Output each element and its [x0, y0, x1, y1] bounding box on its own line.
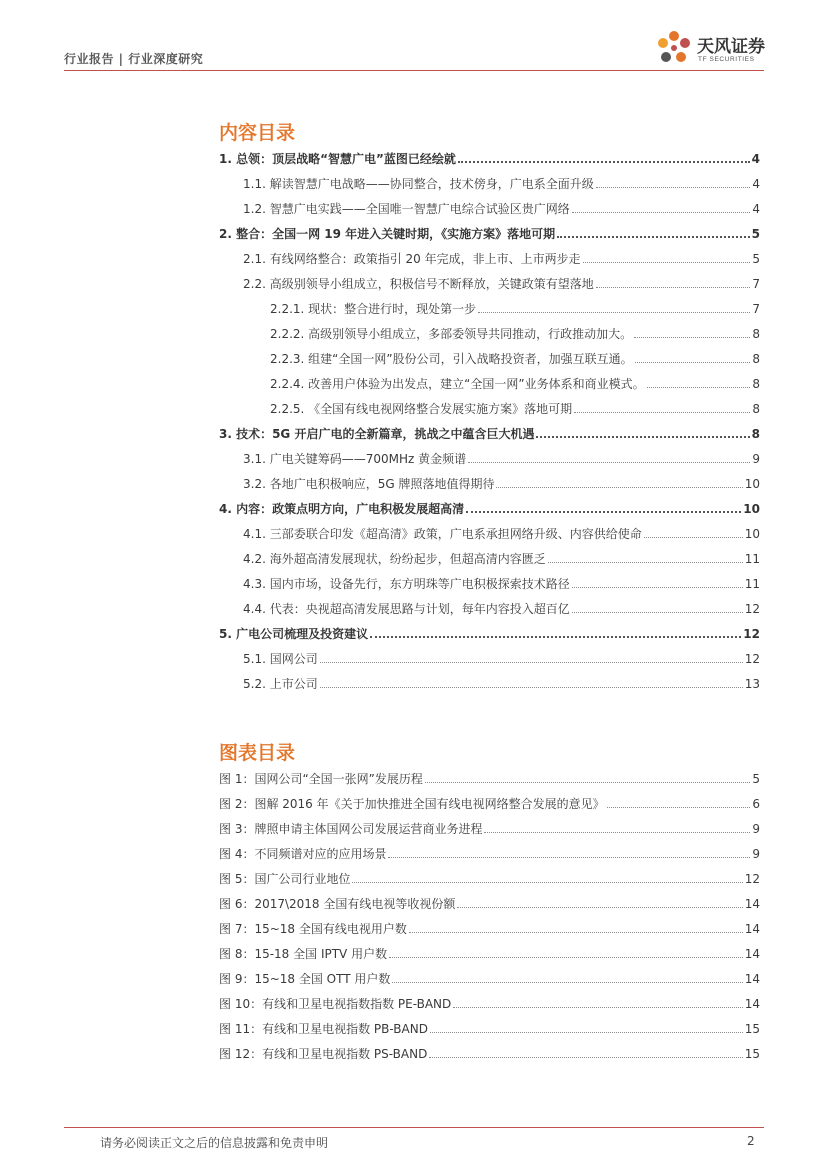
- toc-entry-page: 11: [744, 552, 760, 566]
- toc-entry-text: 2.2. 高级别领导小组成立，积极信号不断释放，关键政策有望落地: [243, 277, 594, 291]
- toc-entry[interactable]: [219, 621, 760, 641]
- dot-leader: [496, 487, 742, 488]
- dot-leader: [557, 236, 749, 238]
- toc-entry-text: 2.2.1. 现状：整合进行时，现处第一步: [270, 302, 477, 316]
- dot-leader: [453, 1007, 742, 1008]
- dot-leader: [607, 807, 750, 808]
- toc-entry[interactable]: [219, 596, 760, 616]
- figure-entry[interactable]: [219, 991, 760, 1011]
- figure-entry-text: 图 10：有线和卫星电视指数指数 PE-BAND: [219, 997, 452, 1011]
- figure-entry-text: 图 8：15-18 全国 IPTV 用户数: [219, 947, 388, 961]
- figure-entry-text: 图 1：国网公司“全国一张网”发展历程: [219, 772, 423, 786]
- toc-entry[interactable]: [219, 171, 760, 191]
- toc-entry[interactable]: [219, 246, 760, 266]
- toc-entry-page: 10: [744, 477, 760, 491]
- dot-leader: [388, 857, 750, 858]
- toc-entry[interactable]: [219, 471, 760, 491]
- toc-entry-text: 3. 技术：5G 开启广电的全新篇章，挑战之中蕴含巨大机遇: [219, 427, 535, 441]
- figure-entry[interactable]: [219, 866, 760, 886]
- figure-entry-text: 图 11：有线和卫星电视指数 PB-BAND: [219, 1022, 428, 1036]
- toc-entry-text: 1.2. 智慧广电实践——全国唯一智慧广电综合试验区贵广网络: [243, 202, 570, 216]
- figure-entry[interactable]: [219, 1016, 760, 1036]
- dot-leader: [572, 612, 743, 613]
- figure-entry-page: 14: [744, 922, 760, 936]
- figure-entry-text: 图 4：不同频谱对应的应用场景: [219, 847, 387, 861]
- toc-entry-text: 2.1. 有线网络整合：政策指引 20 年完成，非上市、上市两步走: [243, 252, 581, 266]
- logo-subtitle: TF SECURITIES: [698, 56, 755, 63]
- dot-leader: [634, 337, 750, 338]
- figure-entry-page: 9: [752, 822, 760, 836]
- toc-entry-text: 4.4. 代表：央视超高清发展思路与计划，每年内容投入超百亿: [243, 602, 570, 616]
- toc-entry-page: 12: [744, 652, 760, 666]
- footer-divider: [64, 1127, 764, 1128]
- toc-entry[interactable]: [219, 571, 760, 591]
- figure-entry-page: 12: [744, 872, 760, 886]
- figure-entry-text: 图 9：15~18 全国 OTT 用户数: [219, 972, 391, 986]
- toc-entry-text: 4.1. 三部委联合印发《超高清》政策，广电系承担网络升级、内容供给使命: [243, 527, 642, 541]
- figure-entry-text: 图 6：2017\2018 全国有线电视等收视份额: [219, 897, 456, 911]
- toc-entry[interactable]: [219, 271, 760, 291]
- toc-entry[interactable]: [219, 546, 760, 566]
- toc-entry[interactable]: [219, 146, 760, 166]
- toc-entry-text: 3.2. 各地广电积极响应，5G 牌照落地值得期待: [243, 477, 495, 491]
- toc-entry[interactable]: [219, 496, 760, 516]
- toc-entry-text: 1. 总领：顶层战略“智慧广电”蓝图已经绘就: [219, 152, 456, 166]
- toc-entry-text: 4.3. 国内市场，设备先行，东方明珠等广电积极探索技术路径: [243, 577, 570, 591]
- toc-entry-page: 8: [752, 352, 760, 366]
- dot-leader: [647, 387, 750, 388]
- toc-entry[interactable]: [219, 421, 760, 441]
- dot-leader: [574, 412, 750, 413]
- figure-list-title: 图表目录: [219, 742, 296, 764]
- toc-entry-page: 12: [743, 627, 760, 641]
- toc-entry-page: 9: [752, 452, 760, 466]
- header-category: 行业报告 | 行业深度研究: [64, 52, 204, 66]
- company-logo: [652, 30, 772, 70]
- toc-entry[interactable]: [219, 221, 760, 241]
- dot-leader: [583, 262, 750, 263]
- figure-entry-text: 图 7：15~18 全国有线电视用户数: [219, 922, 407, 936]
- toc-entry-page: 7: [752, 302, 760, 316]
- toc-entry-text: 5.2. 上市公司: [243, 677, 318, 691]
- toc-entry-text: 2.2.5. 《全国有线电视网络整合发展实施方案》落地可期: [270, 402, 573, 416]
- toc-entry-page: 10: [744, 527, 760, 541]
- dot-leader: [466, 511, 741, 513]
- dot-leader: [635, 362, 750, 363]
- toc-entry-page: 10: [743, 502, 760, 516]
- dot-leader: [548, 562, 743, 563]
- toc-entry-text: 5.1. 国网公司: [243, 652, 318, 666]
- toc-entry-page: 11: [744, 577, 760, 591]
- figure-entry[interactable]: [219, 966, 760, 986]
- figure-entry[interactable]: [219, 1041, 760, 1061]
- toc-entry-text: 1.1. 解读智慧广电战略——协同整合，技术傍身，广电系全面升级: [243, 177, 594, 191]
- figure-entry-text: 图 3：牌照申请主体国网公司发展运营商业务进程: [219, 822, 483, 836]
- dot-leader: [389, 957, 743, 958]
- dot-leader: [320, 662, 743, 663]
- toc-entry[interactable]: [219, 671, 760, 691]
- dot-leader: [468, 462, 750, 463]
- figure-entry-page: 6: [752, 797, 760, 811]
- toc-entry[interactable]: [219, 521, 760, 541]
- figure-entry[interactable]: [219, 841, 760, 861]
- toc-entry-page: 8: [752, 377, 760, 391]
- toc-entry-text: 5. 广电公司梳理及投资建议: [219, 627, 369, 641]
- toc-entry-page: 4: [752, 177, 760, 191]
- figure-entry[interactable]: [219, 941, 760, 961]
- toc-entry-text: 2. 整合：全国一网 19 年进入关键时期，《实施方案》落地可期: [219, 227, 556, 241]
- toc-entry[interactable]: [219, 646, 760, 666]
- toc-entry[interactable]: [219, 371, 760, 391]
- dot-leader: [429, 1057, 742, 1058]
- dot-leader: [484, 832, 750, 833]
- toc-entry-page: 5: [751, 227, 760, 241]
- dot-leader: [352, 882, 742, 883]
- dot-leader: [572, 212, 750, 213]
- dot-leader: [370, 636, 741, 638]
- toc-entry-text: 2.2.2. 高级别领导小组成立，多部委领导共同推动，行政推动加大。: [270, 327, 633, 341]
- figure-entry-page: 14: [744, 972, 760, 986]
- dot-leader: [409, 932, 743, 933]
- toc-entry-page: 5: [752, 252, 760, 266]
- dot-leader: [392, 982, 742, 983]
- page-number: 2: [747, 1134, 755, 1148]
- toc-title: 内容目录: [219, 122, 296, 144]
- toc-entry-text: 3.1. 广电关键筹码——700MHz 黄金频谱: [243, 452, 467, 466]
- toc-entry-page: 8: [751, 427, 760, 441]
- figure-entry-page: 15: [744, 1047, 760, 1061]
- footer-disclaimer: 请务必阅读正文之后的信息披露和免责申明: [100, 1136, 329, 1150]
- dot-leader: [572, 587, 743, 588]
- figure-entry[interactable]: [219, 916, 760, 936]
- figure-entry-page: 15: [744, 1022, 760, 1036]
- dot-leader: [425, 782, 750, 783]
- figure-entry[interactable]: [219, 766, 760, 786]
- toc-entry-text: 2.2.4. 改善用户体验为出发点，建立“全国一网”业务体系和商业模式。: [270, 377, 645, 391]
- figure-entry-page: 5: [752, 772, 760, 786]
- figure-entry-page: 9: [752, 847, 760, 861]
- dot-leader: [320, 687, 743, 688]
- toc-entry-page: 4: [752, 202, 760, 216]
- toc-entry[interactable]: [219, 196, 760, 216]
- toc-entry[interactable]: [219, 346, 760, 366]
- figure-entry-page: 14: [744, 997, 760, 1011]
- figure-entry-page: 14: [744, 897, 760, 911]
- figure-entry[interactable]: [219, 891, 760, 911]
- toc-entry-text: 4.2. 海外超高清发展现状，纷纷起步，但超高清内容匮乏: [243, 552, 546, 566]
- toc-entry[interactable]: [219, 396, 760, 416]
- dot-leader: [596, 287, 750, 288]
- toc-entry-page: 8: [752, 402, 760, 416]
- figure-entry-text: 图 2：图解 2016 年《关于加快推进全国有线电视网络整合发展的意见》: [219, 797, 605, 811]
- flower-logo-icon: [652, 30, 696, 70]
- dot-leader: [644, 537, 743, 538]
- figure-entry-text: 图 12：有线和卫星电视指数 PS-BAND: [219, 1047, 428, 1061]
- dot-leader: [458, 161, 750, 163]
- toc-entry-text: 2.2.3. 组建“全国一网”股份公司，引入战略投资者，加强互联互通。: [270, 352, 633, 366]
- figure-entry[interactable]: [219, 791, 760, 811]
- toc-entry-page: 8: [752, 327, 760, 341]
- dot-leader: [536, 436, 749, 438]
- toc-entry-text: 4. 内容：政策点明方向，广电积极发展超高清: [219, 502, 465, 516]
- toc-entry-page: 7: [752, 277, 760, 291]
- header-divider: [64, 70, 764, 71]
- toc-entry-page: 12: [744, 602, 760, 616]
- figure-entry[interactable]: [219, 816, 760, 836]
- dot-leader: [596, 187, 750, 188]
- dot-leader: [478, 312, 750, 313]
- toc-entry-page: 4: [751, 152, 760, 166]
- figure-entry-text: 图 5：国广公司行业地位: [219, 872, 351, 886]
- toc-entry-page: 13: [744, 677, 760, 691]
- toc-entry[interactable]: [219, 296, 760, 316]
- toc-entry[interactable]: [219, 321, 760, 341]
- figure-entry-page: 14: [744, 947, 760, 961]
- toc-entry[interactable]: [219, 446, 760, 466]
- logo-name: 天风证券: [697, 37, 765, 57]
- dot-leader: [457, 907, 742, 908]
- dot-leader: [430, 1032, 743, 1033]
